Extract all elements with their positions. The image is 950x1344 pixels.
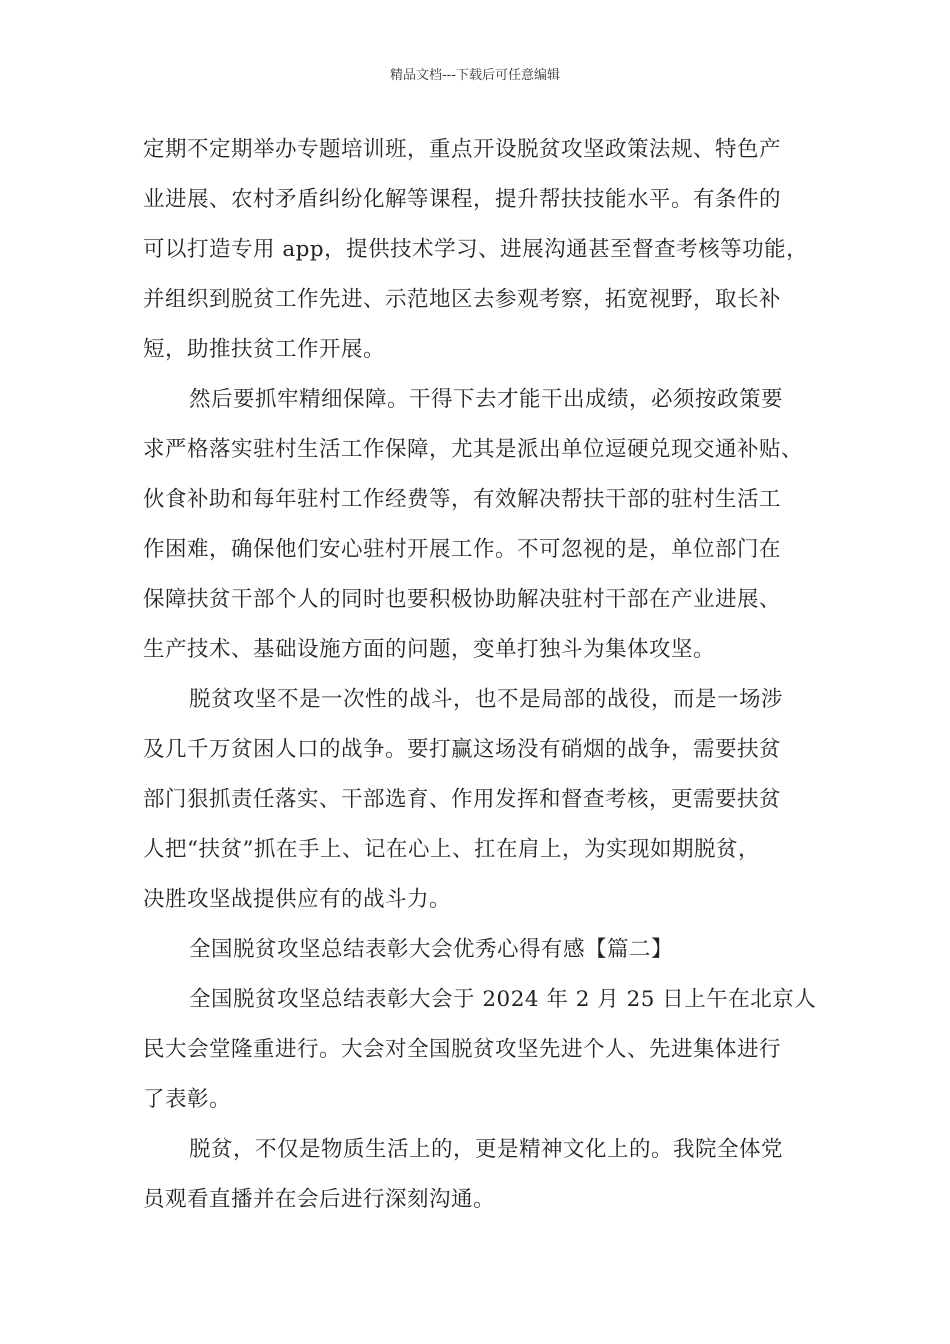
text-line: 了表彰。 <box>143 1087 232 1112</box>
text-line: 人把“扶贫”抓在手上、记在心上、扛在肩上，为实现如期脱贫， <box>143 837 760 862</box>
text-line: 短，助推扶贫工作开展。 <box>143 337 386 362</box>
text-line: 求严格落实驻村生活工作保障，尤其是派出单位逗硬兑现交通补贴、 <box>143 437 804 462</box>
text-line: 作困难，确保他们安心驻村开展工作。不可忽视的是，单位部门在 <box>143 537 782 562</box>
text-line: 并组织到脱贫工作先进、示范地区去参观考察，拓宽视野，取长补 <box>143 287 782 312</box>
page-header: 精品文档---下载后可任意编辑 <box>389 68 561 83</box>
text-line: 可以打造专用 app，提供技术学习、进展沟通甚至督查考核等功能， <box>143 237 809 262</box>
text-line: 伙食补助和每年驻村工作经费等，有效解决帮扶干部的驻村生活工 <box>143 487 782 512</box>
text-line: 业进展、农村矛盾纠纷化解等课程，提升帮扶技能水平。有条件的 <box>143 187 782 212</box>
text-line: 民大会堂隆重进行。大会对全国脱贫攻坚先进个人、先进集体进行 <box>143 1037 782 1062</box>
document-body <box>143 125 823 1225</box>
text-line: 保障扶贫干部个人的同时也要积极协助解决驻村干部在产业进展、 <box>143 587 782 612</box>
text-line: 及几千万贫困人口的战争。要打赢这场没有硝烟的战争，需要扶贫 <box>143 737 782 762</box>
text-line: 定期不定期举办专题培训班，重点开设脱贫攻坚政策法规、特色产 <box>143 137 782 162</box>
paragraph-first-line: 脱贫攻坚不是一次性的战斗，也不是局部的战役，而是一场涉 <box>189 687 784 712</box>
text-line: 生产技术、基础设施方面的问题，变单打独斗为集体攻坚。 <box>143 637 716 662</box>
text-line: 部门狠抓责任落实、干部选育、作用发挥和督查考核，更需要扶贫 <box>143 787 782 812</box>
paragraph-first-line: 全国脱贫攻坚总结表彰大会于 2024 年 2 月 25 日上午在北京人 <box>189 987 817 1012</box>
paragraph-first-line: 然后要抓牢精细保障。干得下去才能干出成绩，必须按政策要 <box>189 387 784 412</box>
text-line: 决胜攻坚战提供应有的战斗力。 <box>143 887 452 912</box>
text-line: 员观看直播并在会后进行深刻沟通。 <box>143 1187 496 1212</box>
section-heading: 全国脱贫攻坚总结表彰大会优秀心得有感【篇二】 <box>189 937 674 962</box>
paragraph-first-line: 脱贫，不仅是物质生活上的，更是精神文化上的。我院全体党 <box>189 1137 784 1162</box>
